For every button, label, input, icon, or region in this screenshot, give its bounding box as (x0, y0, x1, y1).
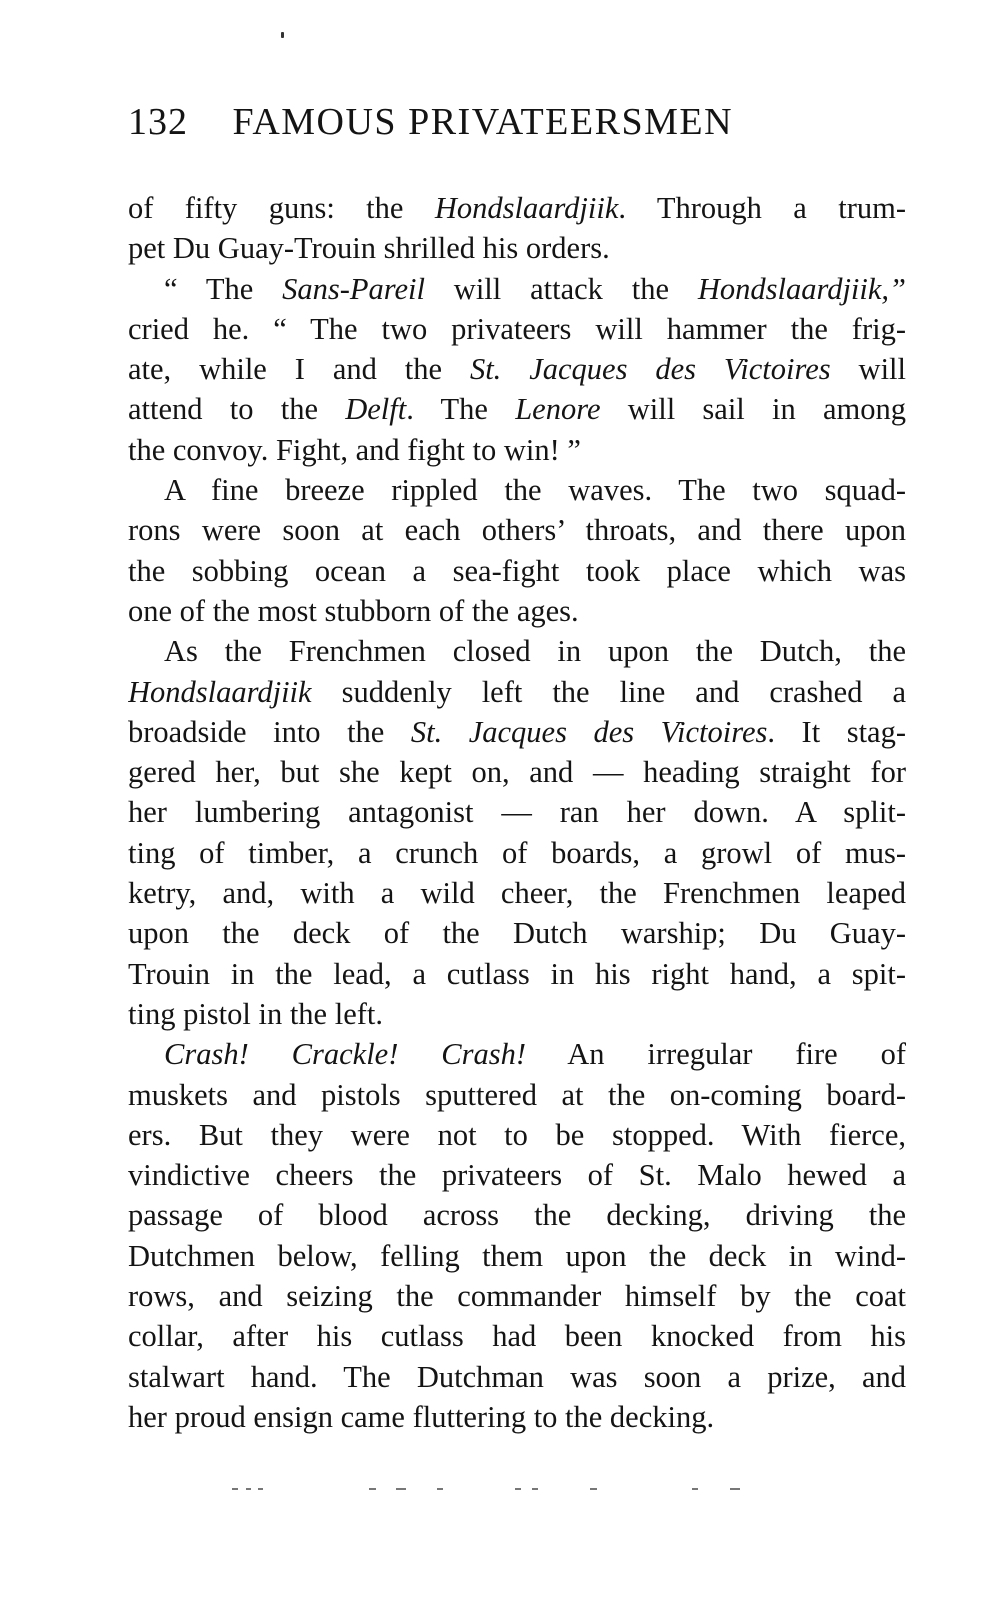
text-line (128, 994, 906, 1034)
text-line (128, 188, 906, 228)
text-segment: rons were soon at each others’ throats, and there upon (128, 513, 906, 548)
text-line (128, 1357, 906, 1397)
text-line (128, 833, 906, 873)
text-segment: ting of timber, a crunch of boards, a growl of mus- (128, 835, 906, 870)
text-line (128, 1034, 906, 1074)
text-line (128, 752, 906, 792)
text-segment: the convoy. Fight, and fight to win! ” (128, 432, 581, 467)
text-segment: her proud ensign came fluttering to the decking. (128, 1399, 715, 1434)
text-line (128, 591, 906, 631)
italic-text: Sans-Pareil (282, 271, 425, 306)
text-line (128, 1115, 906, 1155)
text-segment: one of the most stubborn of the ages. (128, 593, 579, 628)
text-segment: . The (406, 392, 516, 427)
text-line (128, 430, 906, 470)
text-segment: collar, after his cutlass had been knocked from his (128, 1319, 906, 1354)
text-line (128, 913, 906, 953)
text-segment: broadside into the (128, 714, 411, 749)
text-line (128, 1075, 906, 1115)
text-segment: An irregular fire of (526, 1037, 906, 1072)
running-title: FAMOUS PRIVATEERSMEN (232, 101, 734, 143)
text-segment: muskets and pistols sputtered at the on-coming board- (128, 1077, 906, 1112)
text-line (128, 792, 906, 832)
text-line (128, 1195, 906, 1235)
text-segment: of fifty guns: the (128, 191, 435, 225)
text-segment: her lumbering antagonist — ran her down. A split- (128, 795, 906, 830)
text-line (128, 1236, 906, 1276)
text-line (128, 470, 906, 510)
text-line (128, 309, 906, 349)
text-segment: Trouin in the lead, a cutlass in his right hand, a spit- (128, 956, 906, 991)
text-segment: the sobbing ocean a sea-fight took place which was (128, 553, 906, 588)
italic-text: Hondslaardjiik (434, 191, 619, 225)
italic-text: Crash! Crackle! Crash! (164, 1037, 527, 1072)
ink-speck (281, 32, 284, 38)
text-segment: “ The (164, 271, 283, 306)
text-segment: rows, and seizing the commander himself by the coat (128, 1279, 906, 1314)
italic-text: Lenore (515, 392, 601, 427)
text-segment: gered her, but she kept on, and — heading straight for (128, 755, 906, 790)
text-segment: As the Frenchmen closed in upon the Dutch, the (164, 634, 906, 669)
text-segment: ketry, and, with a wild cheer, the Frenchmen leaped (128, 876, 906, 911)
text-line (128, 1316, 906, 1356)
text-segment: A fine breeze rippled the waves. The two squad- (164, 473, 906, 508)
text-segment: . It stag- (767, 714, 906, 749)
text-segment: vindictive cheers the privateers of St. Malo hewed a (128, 1158, 906, 1193)
text-line (128, 1397, 906, 1437)
text-segment: ate, while I and the (128, 352, 470, 387)
text-segment: passage of blood across the decking, driving the (128, 1198, 906, 1233)
text-segment: attend to the (128, 392, 346, 427)
text-line (128, 631, 906, 671)
italic-text: Delft (345, 392, 407, 427)
text-segment: Dutchmen below, felling them upon the deck in wind- (128, 1238, 906, 1273)
text-segment: stalwart hand. The Dutchman was soon a prize, and (128, 1359, 906, 1394)
text-line (128, 1155, 906, 1195)
text-line (128, 228, 906, 268)
text-line (128, 873, 906, 913)
running-head (128, 100, 888, 150)
text-segment: cried he. “ The two privateers will hammer the frig- (128, 311, 906, 346)
italic-text: St. Jacques des Victoires (410, 714, 768, 749)
text-segment: ting pistol in the left. (128, 996, 383, 1031)
text-segment: will sail in among (600, 392, 906, 427)
text-line (128, 389, 906, 429)
text-line (128, 349, 906, 389)
italic-text: Hondslaardjiik (128, 674, 312, 709)
text-segment: . Through a trum- (618, 191, 906, 225)
text-line (128, 510, 906, 550)
text-segment: suddenly left the line and crashed a (311, 674, 906, 709)
italic-text: St. Jacques des Victoires (469, 352, 831, 387)
page-bottom-marks (232, 1488, 742, 1492)
text-segment: pet Du Guay-Trouin shrilled his orders. (128, 231, 610, 266)
text-line (128, 269, 906, 309)
text-line (128, 1276, 906, 1316)
text-segment: upon the deck of the Dutch warship; Du Guay- (128, 916, 906, 951)
text-segment: ers. But they were not to be stopped. With fierce, (128, 1117, 906, 1152)
text-line (128, 551, 906, 591)
text-line (128, 712, 906, 752)
text-segment: will attack the (424, 271, 698, 306)
italic-text: Hondslaardjiik,” (697, 271, 906, 306)
text-line (128, 672, 906, 712)
text-segment: will (830, 352, 906, 387)
text-line (128, 954, 906, 994)
page-number: 132 (128, 101, 188, 143)
body-text (128, 188, 906, 1437)
